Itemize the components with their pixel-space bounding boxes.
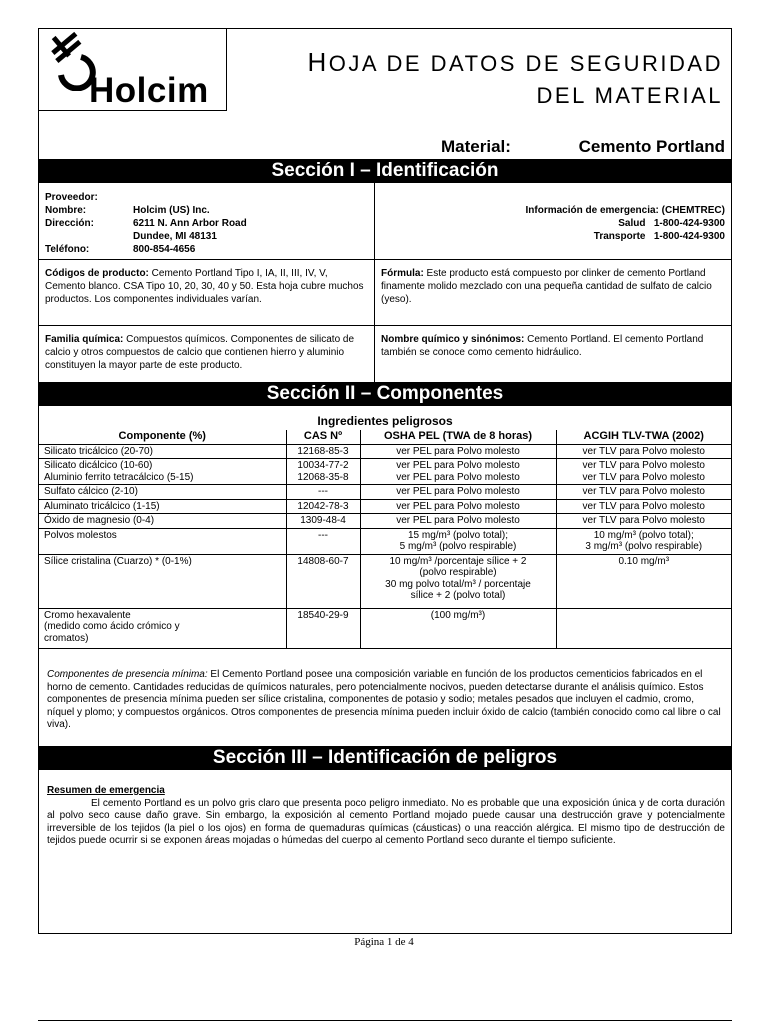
chemical-name xyxy=(375,326,731,386)
cell-acgih: ver TLV para Polvo molesto ver TLV para Polvo molesto xyxy=(556,459,731,485)
title1-initial: H xyxy=(307,47,329,77)
cell-component: Sílice cristalina (Cuarzo) * (0-1%) xyxy=(39,554,286,608)
cell-acgih: ver TLV para Polvo molesto xyxy=(556,499,731,514)
product-codes-text: Cemento Portland Tipo I, IA, II, III, IV, V, Cemento blanco. CSA Tipo 10, 20, 30, 40 y 50. Esta hoja cubre muchos productos. Los componentes individuales varían. xyxy=(45,268,364,305)
family-label: Familia química: xyxy=(45,334,124,345)
table-row xyxy=(39,554,731,608)
emergency-health xyxy=(381,217,725,230)
cell-component: Sulfato cálcico (2-10) xyxy=(39,485,286,500)
table-row xyxy=(39,514,731,529)
cell-osha: ver PEL para Polvo molesto ver PEL para Polvo molesto xyxy=(360,459,556,485)
product-codes-label: Códigos de producto: xyxy=(45,268,149,279)
formula-label: Fórmula: xyxy=(381,268,424,279)
cell-cas: 18540-29-9 xyxy=(286,608,360,648)
transport-label: Transporte xyxy=(593,231,646,242)
health-label: Salud xyxy=(618,218,646,229)
supplier-block xyxy=(39,183,375,259)
cell-component: Silicato tricálcico (20-70) xyxy=(39,444,286,459)
logo-wordmark: Holcim xyxy=(89,71,209,110)
cell-component: Aluminato tricálcico (1-15) xyxy=(39,499,286,514)
ingredients-title: Ingredientes peligrosos xyxy=(317,414,453,428)
cell-acgih: ver TLV para Polvo molesto xyxy=(556,444,731,459)
supplier-row xyxy=(39,183,731,260)
summary-heading: Resumen de emergencia xyxy=(47,785,165,796)
cell-cas: 14808-60-7 xyxy=(286,554,360,608)
document-page xyxy=(38,28,732,934)
formula-text: Este producto está compuesto por clinker de cemento Portland finamente molido mezclado con una pequeña cantidad de sulfato de calcio (yeso). xyxy=(381,268,712,305)
emergency-transport xyxy=(381,230,725,243)
cell-osha: ver PEL para Polvo molesto xyxy=(360,514,556,529)
supplier-heading: Proveedor: xyxy=(45,192,98,203)
cell-component: Polvos molestos xyxy=(39,528,286,554)
product-codes xyxy=(39,260,375,325)
formula xyxy=(375,260,731,325)
next-page-edge xyxy=(38,1020,732,1031)
cell-cas: 12168-85-3 xyxy=(286,444,360,459)
table-row xyxy=(39,528,731,554)
cell-osha: ver PEL para Polvo molesto xyxy=(360,499,556,514)
supplier-address2: Dundee, MI 48131 xyxy=(133,231,217,242)
summary-text: El cemento Portland es un polvo gris claro que presenta poco peligro inmediato. No es probable que una exposición única y de corta duración al polvo seco cause daño grave. Sin embargo, la exposición al cemento Portland mojado puede causar una destrucción grave y potencialmente irreversible de los tejidos (la piel o los ojos) en forma de quemaduras químicas (cáusticas) o una reacción alérgica. El mismo tipo de destrucción de tejidos puede ocurrir si se exponen áreas mojadas o húmedas del cuerpo al cemento Portland seco durante el tiempo suficiente. xyxy=(47,797,725,846)
chemname-label: Nombre químico y sinónimos: xyxy=(381,334,525,345)
supplier-name-label: Nombre: xyxy=(45,205,87,216)
supplier-address1: 6211 N. Ann Arbor Road xyxy=(133,218,247,229)
transport-phone: 1-800-424-9300 xyxy=(653,231,725,242)
family-row xyxy=(39,326,731,386)
cell-acgih xyxy=(556,608,731,648)
document-title-line2: DEL MATERIAL xyxy=(536,83,723,108)
table-row xyxy=(39,459,731,485)
chemname-text: Cemento Portland. El cemento Portland también se conoce como cemento hidráulico. xyxy=(381,334,704,358)
emergency-summary xyxy=(47,785,725,848)
table-row xyxy=(39,499,731,514)
cell-cas: --- xyxy=(286,485,360,500)
supplier-phone-row xyxy=(45,243,368,256)
emergency-block xyxy=(375,183,731,259)
cell-acgih: 10 mg/m³ (polvo total); 3 mg/m³ (polvo respirable) xyxy=(556,528,731,554)
col-header-cas: CAS Nº xyxy=(286,430,360,444)
supplier-address-label: Dirección: xyxy=(45,218,94,229)
material-label: Material: xyxy=(441,137,511,156)
chemical-family xyxy=(39,326,375,386)
table-row xyxy=(39,608,731,648)
components-table xyxy=(39,430,731,649)
cell-cas: 1309-48-4 xyxy=(286,514,360,529)
family-text: Compuestos químicos. Componentes de silicato de calcio y otros compuestos de calcio que contienen hierro y aluminio constituyen la mayor parte de este producto. xyxy=(45,334,355,371)
cell-osha: 10 mg/m³ /porcentaje sílice + 2 (polvo respirable) 30 mg polvo total/m³ / porcentaje sílice + 2 (polvo total) xyxy=(360,554,556,608)
cell-acgih: ver TLV para Polvo molesto xyxy=(556,514,731,529)
title1-rest: OJA DE DATOS DE SEGURIDAD xyxy=(328,51,723,76)
cell-cas: 12042-78-3 xyxy=(286,499,360,514)
cell-acgih: 0.10 mg/m³ xyxy=(556,554,731,608)
supplier-phone-label: Teléfono: xyxy=(45,244,90,255)
cell-cas: --- xyxy=(286,528,360,554)
section1-heading: Sección I – Identificación xyxy=(39,159,731,183)
cell-component: Óxido de magnesio (0-4) xyxy=(39,514,286,529)
supplier-address2-row xyxy=(45,230,368,243)
holcim-logo xyxy=(39,29,227,111)
material-line xyxy=(39,137,725,159)
cell-osha: ver PEL para Polvo molesto xyxy=(360,444,556,459)
emergency-title: Información de emergencia: (CHEMTREC) xyxy=(525,205,725,216)
material-value: Cemento Portland xyxy=(578,137,725,156)
table-row xyxy=(39,444,731,459)
document-title-line1 xyxy=(308,49,723,75)
section2-heading: Sección II – Componentes xyxy=(39,382,731,406)
cell-acgih: ver TLV para Polvo molesto xyxy=(556,485,731,500)
supplier-name: Holcim (US) Inc. xyxy=(133,205,210,216)
col-header-component: Componente (%) xyxy=(39,430,286,444)
supplier-name-row xyxy=(45,204,368,217)
supplier-heading-row xyxy=(45,191,368,204)
components-body xyxy=(39,444,731,648)
minor-label: Componentes de presencia mínima: xyxy=(47,669,208,680)
cell-osha: 15 mg/m³ (polvo total); 5 mg/m³ (polvo respirable) xyxy=(360,528,556,554)
supplier-phone: 800-854-4656 xyxy=(133,244,196,255)
health-phone: 1-800-424-9300 xyxy=(653,218,725,229)
cell-component: Silicato dicálcico (10-60) Aluminio ferrito tetracálcico (5-15) xyxy=(39,459,286,485)
supplier-address-row xyxy=(45,217,368,230)
cell-osha: (100 mg/m³) xyxy=(360,608,556,648)
cell-osha: ver PEL para Polvo molesto xyxy=(360,485,556,500)
page-number: Página 1 de 4 xyxy=(354,936,414,948)
product-codes-row xyxy=(39,260,731,326)
col-header-osha: OSHA PEL (TWA de 8 horas) xyxy=(360,430,556,444)
cell-cas: 10034-77-2 12068-35-8 xyxy=(286,459,360,485)
table-row xyxy=(39,485,731,500)
section3-heading: Sección III – Identificación de peligros xyxy=(39,746,731,770)
cell-component: Cromo hexavalente (medido como ácido crómico y cromatos) xyxy=(39,608,286,648)
col-header-acgih: ACGIH TLV-TWA (2002) xyxy=(556,430,731,444)
minor-text: El Cemento Portland posee una composición variable en función de los productos cementicios fabricados en el horno de cemento. Cantidades reducidas de químicos naturales, pero potencialmente nocivos, pueden detectarse durante el análisis químico. Estos componentes de presencia mínima pueden ser sílice cristalina, componentes de potasio y sodio; metales pesados que incluyen el cadmio, cromo, níquel y plomo; y compuestos orgánicos. Otros componentes de presencia mínima pueden incluir óxido de calcio (también conocido como cal libre o cal viva). xyxy=(47,669,721,730)
minor-components xyxy=(39,669,731,732)
table-header-row xyxy=(39,430,731,444)
